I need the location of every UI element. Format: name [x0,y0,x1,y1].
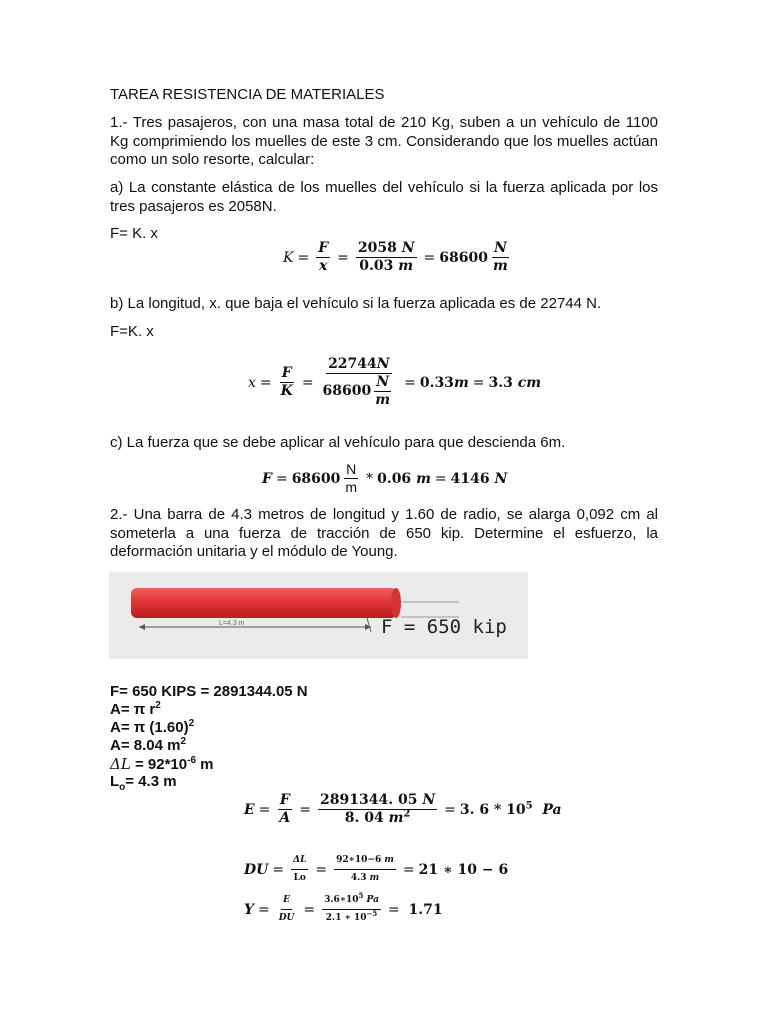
equation-k: K = $\frac{F}{x}$ = $\frac{2058 N}{0.03 m}$ = 68600 $\frac{N}{m}$ [283,240,508,274]
bar-figure [109,572,528,659]
problem-1c-text: c) La fuerza que se debe aplicar al vehículo para que descienda 6m. [110,434,566,451]
problem-2-statement: 2.- Una barra de 4.3 metros de longitud y 1.60 de radio, se alarga 0,092 cm al someterla a una fuerza de tracción de 650 kip. Determine el esfuerzo, la deformación unitaria y el módulo de Young. [110,506,658,560]
area-result-line: A= 8.04 $m^2$ [110,736,187,754]
problem-1a-text: a) La constante elástica de los muelles del vehículo si la fuerza aplicada por los tres pasajeros es 2058N. [110,179,658,215]
area-formula-line: A= π $r^2$ [110,700,161,718]
figure-force-label: F = 650 kip [381,616,507,638]
area-substitution-line: A= π $(1.60)^2$ [110,718,195,736]
equation-young-modulus: Y = $\frac{E}{DU}$ = $\frac{3.6∗10^5 Pa}{2.1 ∗ 10^{-5}}$ = 1.71 [244,891,443,923]
problem-1b-formula: F=K. x [110,323,154,340]
problem-1b-text: b) La longitud, x. que baja el vehículo si la fuerza aplicada es de 22744 N. [110,295,602,312]
figure-length-label: L=4.3 m [219,620,245,627]
equation-x: x = $\frac{F}{K}$ = 22744N 68600 $\frac{N}{m}$ = 0.33m = 3.3 cm [248,356,542,408]
equation-force: F = 68600 $\frac{N}{m}$ * 0.06 m = 4146 N [262,461,508,495]
force-line: F= 650 KIPS = 2891344.05 N [110,683,308,700]
problem-1a-formula: F= K. x [110,225,158,242]
equation-stress: E = $\frac{F}{A}$ = $\frac{2891344. 05 N}{8. 04 m^2}$ = 3. $6 * 10^5$ Pa [244,792,562,826]
equation-strain: DU = $\frac{\Delta L}{Lo}$ = $\frac{92∗10-6 m}{4.3 m}$ = 21 ∗ 10 − 6 [244,852,508,887]
elongation-line: $\Delta L = 92*10^{-6}$ m [110,755,214,773]
document-title: TAREA RESISTENCIA DE MATERIALES [110,86,385,103]
problem-1-statement: 1.- Tres pasajeros, con una masa total de 210 Kg, suben a un vehículo de 1100 Kg comprimiendo los muelles de este 3 cm. Considerando que los muelles actúan como un solo resorte, calcular: [110,114,658,168]
original-length-line: $L_o= 4.3$ m [110,773,177,793]
